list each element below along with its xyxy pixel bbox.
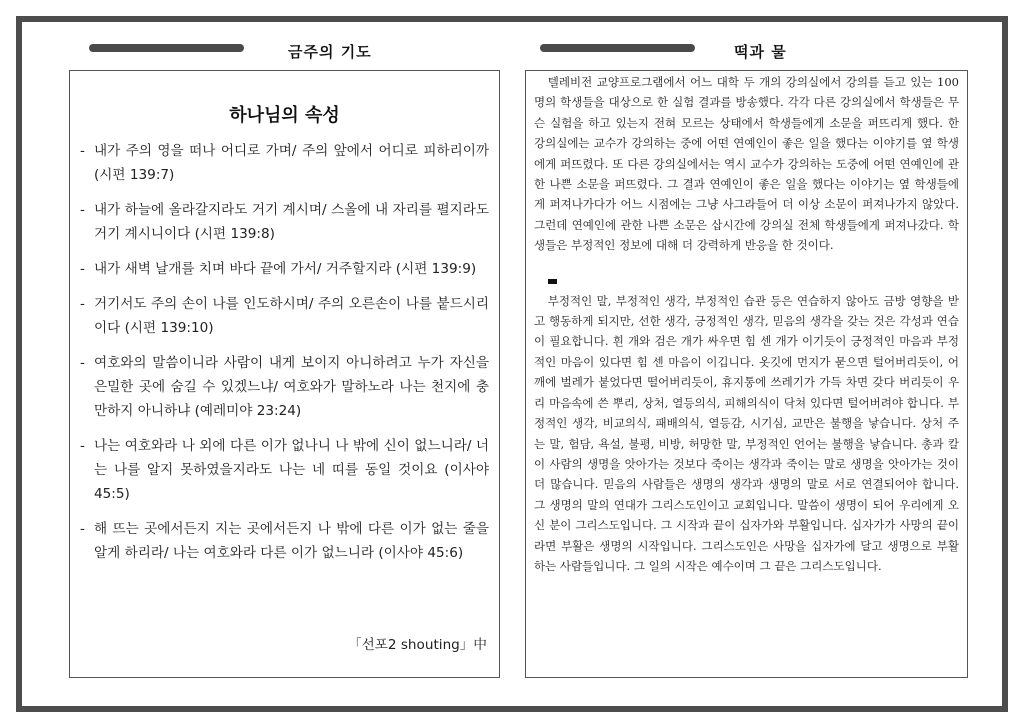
prayer-box-title: 하나님의 속성: [229, 105, 340, 126]
list-item: - 내가 하늘에 올라갈지라도 거기 계시며/ 스올에 내 자리를 펼지라도 거기 계시니이다 (시편 139:8): [80, 202, 489, 242]
prayer-box: [69, 70, 500, 678]
list-item: - 거기서도 주의 손이 나를 인도하시며/ 주의 오른손이 나를 붙드시리이다 (시편 139:10): [80, 296, 489, 336]
left-column-title: 금주의 기도: [288, 43, 372, 61]
right-column-title: 떡과 물: [734, 43, 787, 61]
page-frame: [16, 16, 1008, 712]
section-marker: [548, 279, 557, 284]
list-item: - 해 뜨는 곳에서든지 지는 곳에서든지 나 밖에 다른 이가 없는 줄을 알게 하리라/ 나는 여호와라 다른 이가 없느니라 (이사야 45:6): [80, 521, 489, 561]
list-item: - 내가 새벽 날개를 치며 바다 끝에 가서/ 거주할지라 (시편 139:9): [80, 261, 477, 277]
verse-list: [70, 139, 499, 565]
right-header-bar: [540, 44, 695, 52]
list-item: - 나는 여호와라 나 외에 다른 이가 없나니 나 밖에 신이 없느니라/ 너는 나를 알지 못하였을지라도 나는 네 띠를 동일 것이요 (이사야 45:5): [80, 438, 489, 502]
source-citation: 「선포2 shouting」中: [348, 637, 487, 653]
left-header-bar: [89, 44, 244, 52]
list-item: - 여호와의 말씀이니라 사람이 내게 보이지 아니하려고 누가 자신을 은밀한 곳에 숨길 수 있겠느냐/ 여호와가 말하노라 나는 천지에 충만하지 아니하냐 (예레미야 23:24): [80, 355, 489, 419]
list-item: - 내가 주의 영을 떠나 어디로 가며/ 주의 앞에서 어디로 피하리이까 (시편 139:7): [80, 143, 489, 183]
essay-paragraph-2: 부정적인 말, 부정적인 생각, 부정적인 습관 등은 연습하지 않아도 금방 영향을 받고 행동하게 되지만, 선한 생각, 긍정적인 생각, 믿음의 생각을 갖는 것은 각성과 연습이 필요합니다. 흰 개와 검은 개가 싸우면 힘 센 개가 이기듯이 긍정적인 마음과 부정적인 마음이 있다면 힘 센 마음이 이깁니다. 옷깃에 먼지가 묻으면 털어버리듯이, 어깨에 벌레가 붙었다면 떨어버리듯이, 휴지통에 쓰레기가 가득 차면 갖다 버리듯이 우리 마음속에 쓴 뿌리, 상처, 열등의식, 피해의식이 닥쳐 있다면 털어버려야 합니다. 부정적인 생각, 비교의식, 패배의식, 열등감, 시기심, 교만은 불행을 낳습니다. 상처 주는 말, 험담, 욕설, 불평, 비방, 허망한 말, 부정적인 언어는 불행을 낳습니다. 총과 칼이 사람의 생명을 앗아가는 것보다 죽이는 생각과 죽이는 말로 생명을 앗아가는 것이 더 많습니다. 믿음의 사람들은 생명의 생각과 생명의 말로 서로 연결되어야 합니다. 그 생명의 말의 연대가 그리스도인이고 교회입니다. 말씀이 생명이 되어 우리에게 오신 분이 그리스도입니다. 그 시작과 끝이 십자가와 부활입니다. 십자가가 사망의 끝이라면 부활은 생명의 시작입니다. 그리스도인은 사망을 십자가에 달고 생명으로 부활하는 사람들입니다. 그 일의 시작은 예수이며 그 끝은 그리스도입니다.: [534, 293, 959, 573]
essay-box: [525, 70, 968, 678]
essay-paragraph-1: 텔레비전 교양프로그램에서 어느 대학 두 개의 강의실에서 강의를 듣고 있는 100명의 학생들을 대상으로 한 실험 결과를 방송했다. 각각 다른 강의실에서 학생들은 무슨 실험을 하고 있는지 전혀 모르는 상태에서 학생들에게 소문을 퍼뜨리게 했다. 한 강의실에는 교수가 강의하는 중에 어떤 연예인이 좋은 일을 했다는 이야기를 옆 학생에게 퍼뜨렸다. 또 다른 강의실에서는 역시 교수가 강의하는 도중에 어떤 연예인에 관한 나쁜 소문을 퍼뜨렸다. 그 결과 연예인이 좋은 일을 했다는 이야기는 옆 학생들에게 퍼져나가다가 어느 시점에는 그냥 사그라들어 더 이상 소문이 퍼져나가지 않았다. 그런데 연예인에 관한 나쁜 소문은 삽시간에 강의실 전체 학생들에게 퍼져나갔다. 학생들은 부정적인 정보에 대해 더 강력하게 반응을 한 것이다.: [534, 75, 959, 253]
